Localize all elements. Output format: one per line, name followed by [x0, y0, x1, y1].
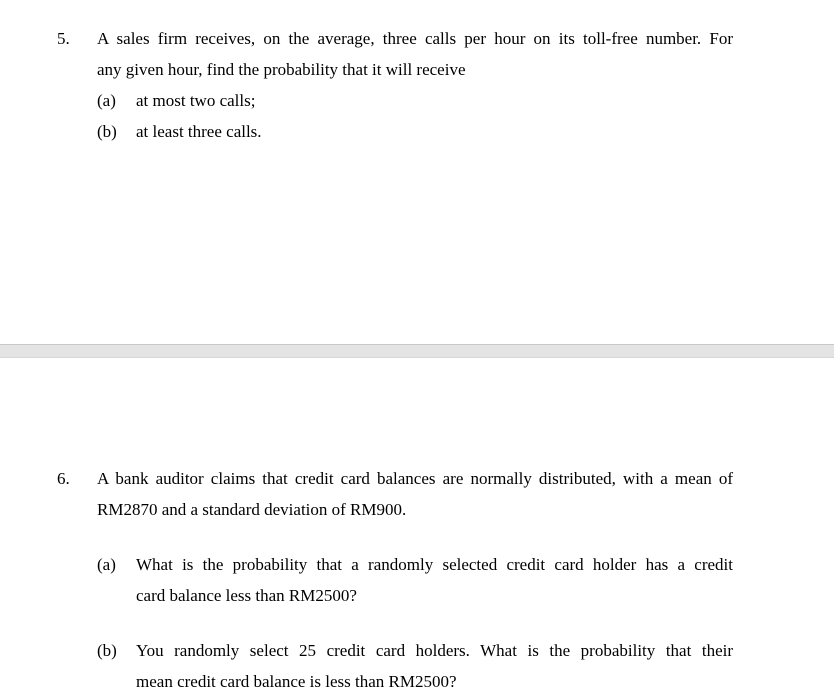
page-separator: [0, 344, 834, 358]
part-text: You randomly select 25 credit card holders. What is the probability that their: [136, 641, 733, 660]
question-stem-line: A sales firm receives, on the average, three calls per hour on its toll-free number. For: [97, 29, 733, 48]
part-text: mean credit card balance is less than RM2500?: [136, 672, 457, 691]
part-label: (a): [97, 555, 116, 574]
question-number: 6.: [57, 469, 70, 488]
part-text: card balance less than RM2500?: [136, 586, 357, 605]
part-label: (b): [97, 641, 117, 660]
part-text: at least three calls.: [136, 122, 262, 141]
question-stem-line: RM2870 and a standard deviation of RM900.: [97, 500, 407, 519]
part-label: (b): [97, 122, 117, 141]
question-stem-line: A bank auditor claims that credit card balances are normally distributed, with a mean of: [97, 469, 733, 488]
part-text: What is the probability that a randomly selected credit card holder has a credit: [136, 555, 733, 574]
question-number: 5.: [57, 29, 70, 48]
part-label: (a): [97, 91, 116, 110]
question-stem-line: any given hour, find the probability that it will receive: [97, 60, 466, 79]
part-text: at most two calls;: [136, 91, 256, 110]
